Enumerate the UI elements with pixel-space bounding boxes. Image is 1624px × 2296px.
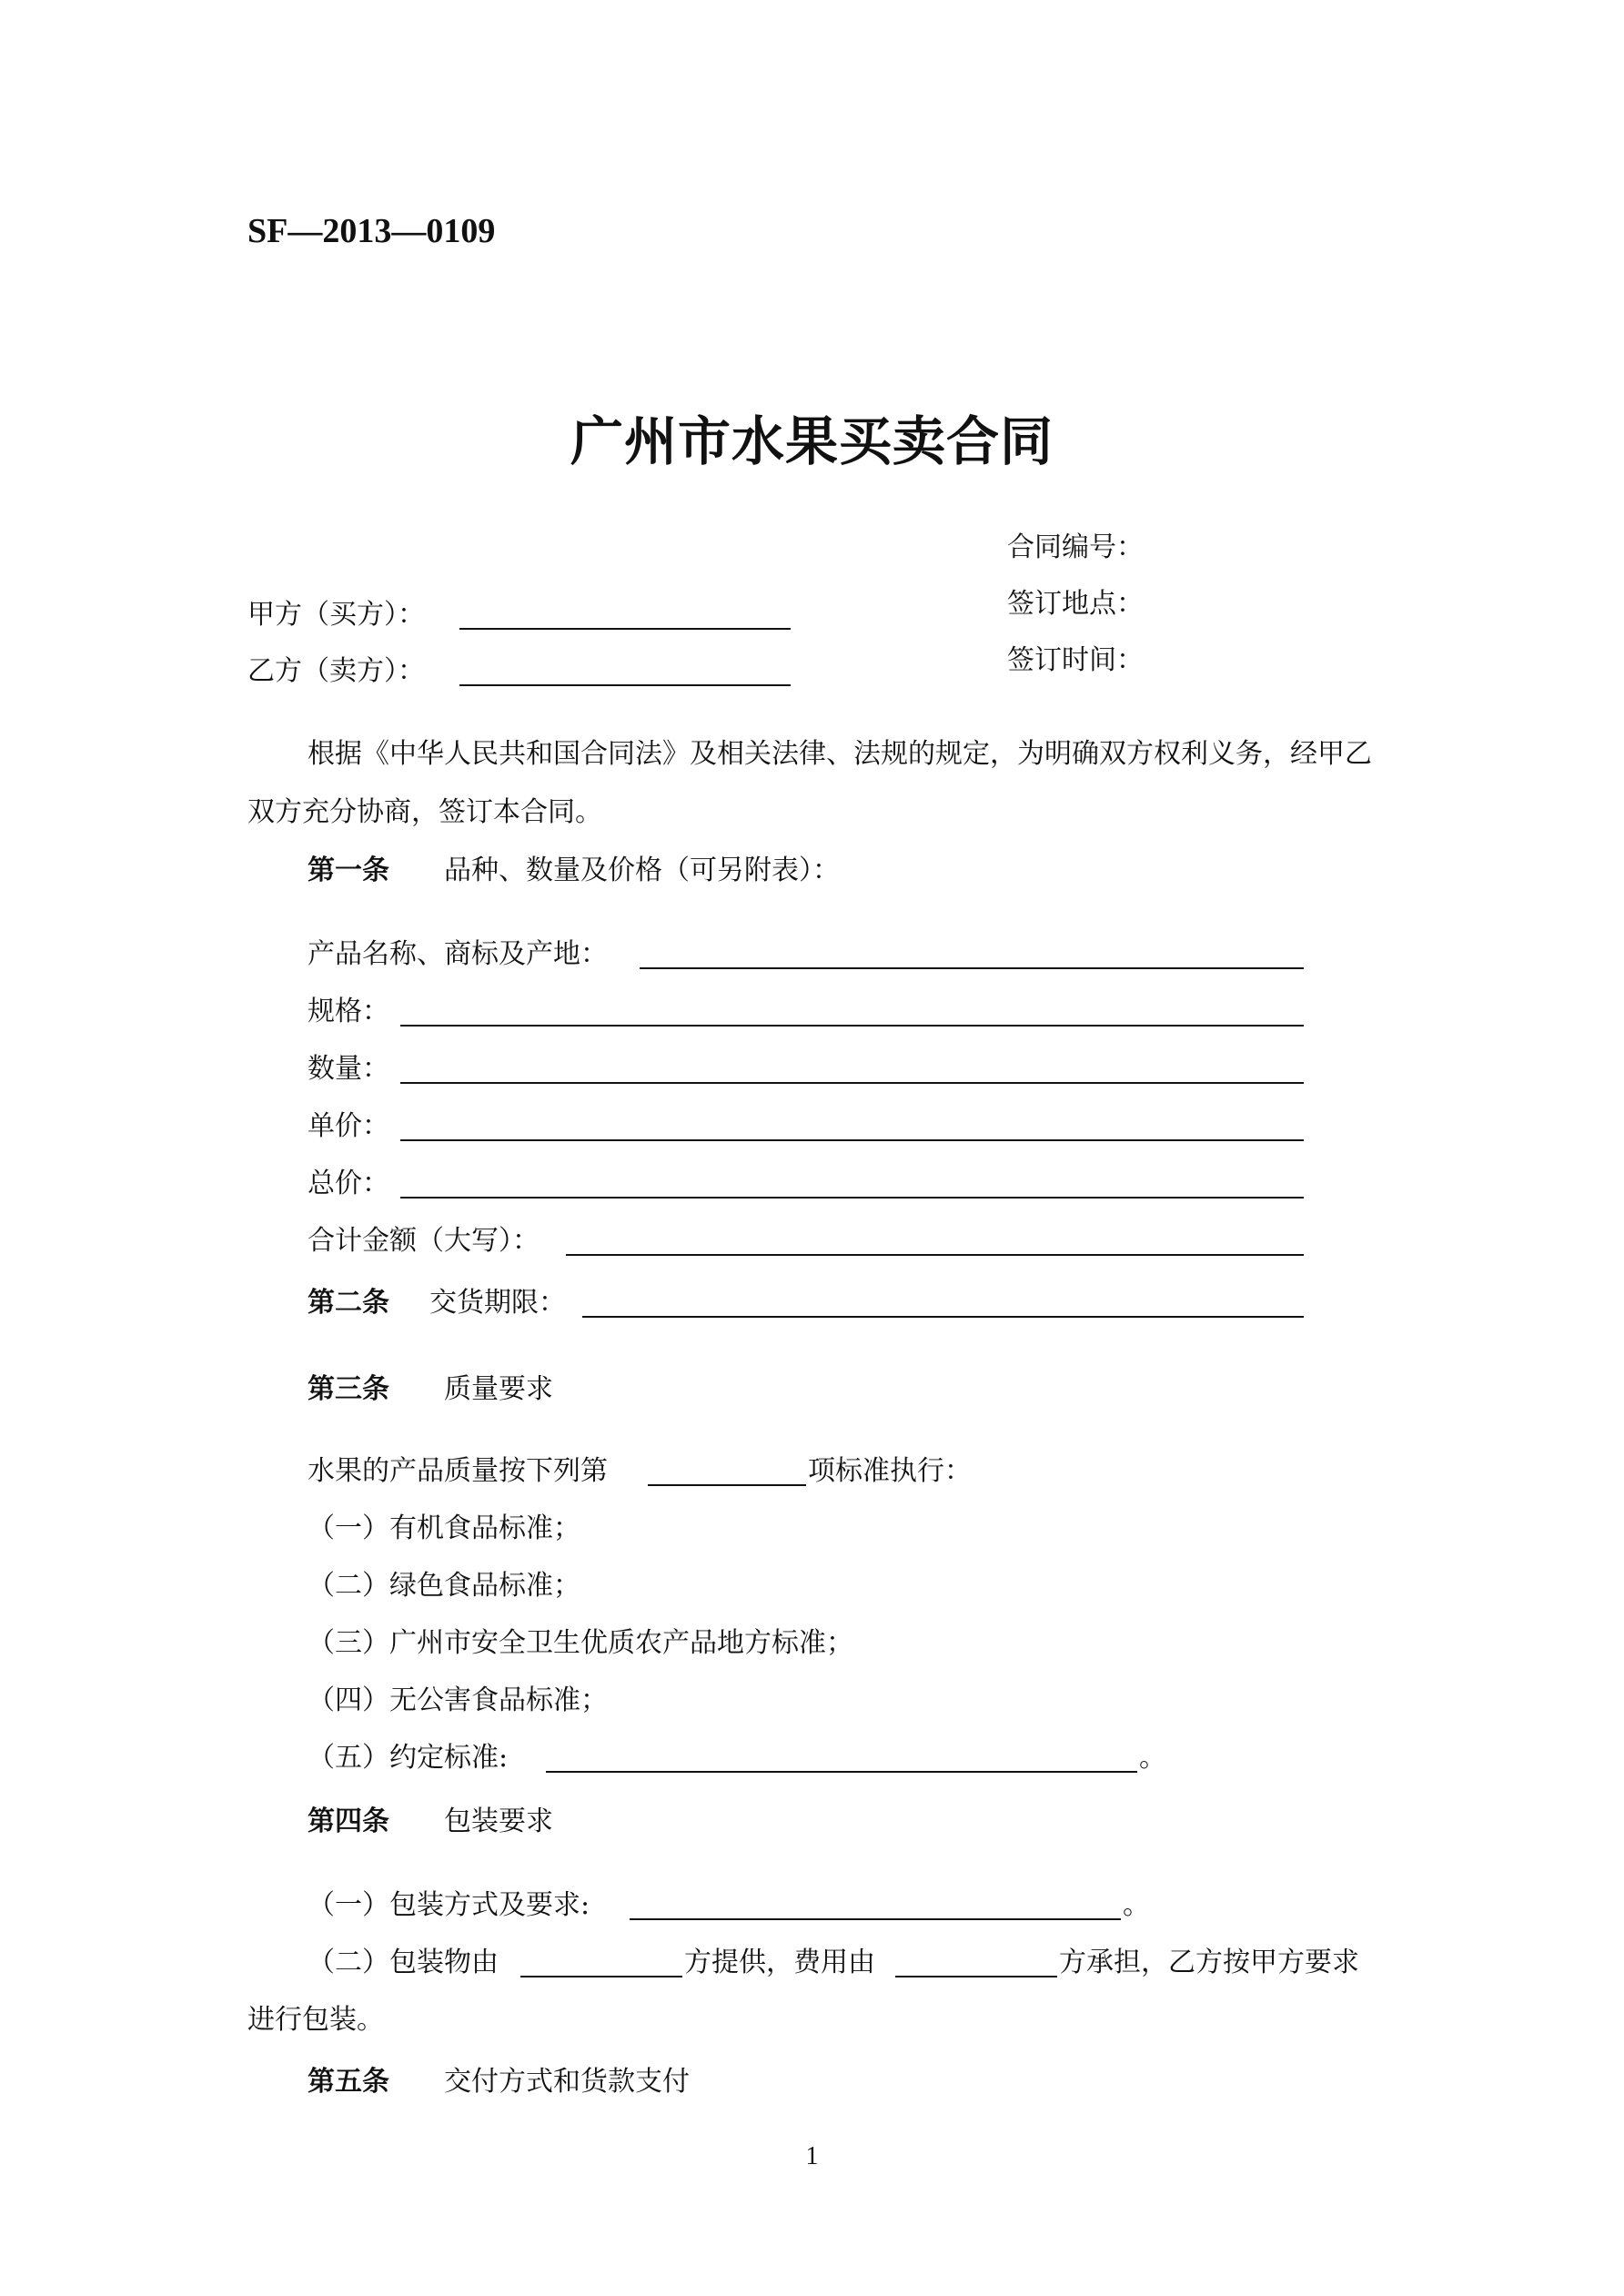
field-quantity-label: 数量： (308, 1053, 389, 1085)
article-4-number: 第四条 (308, 1805, 389, 1837)
packaging-provider-blank[interactable] (520, 1976, 682, 1977)
packaging-item-2-part-b: 方提供，费用由 (684, 1947, 875, 1978)
contract-title: 广州市水果买卖合同 (570, 410, 1054, 472)
packaging-method-blank[interactable] (630, 1918, 1121, 1920)
quality-item-3: （三）广州市安全卫生优质农产品地方标准； (308, 1627, 853, 1659)
article-3-heading: 质量要求 (444, 1373, 553, 1405)
article-4-heading: 包装要求 (444, 1805, 553, 1837)
article-5-number: 第五条 (308, 2066, 389, 2098)
quality-item-blank[interactable] (648, 1484, 806, 1486)
field-unit-price-blank[interactable] (400, 1139, 1304, 1141)
field-total-amount-blank[interactable] (566, 1254, 1304, 1256)
field-product-name-blank[interactable] (640, 967, 1304, 969)
packaging-item-2-part-d: 进行包装。 (247, 2004, 384, 2036)
party-a-blank[interactable] (459, 628, 791, 630)
quality-lead-text: 水果的产品质量按下列第 (308, 1455, 608, 1487)
party-b-blank[interactable] (459, 684, 791, 686)
field-quantity-blank[interactable] (400, 1082, 1304, 1084)
field-total-price-label: 总价： (308, 1168, 389, 1199)
delivery-deadline-blank[interactable] (582, 1316, 1304, 1318)
article-2-number: 第二条 (308, 1287, 389, 1319)
field-unit-price-label: 单价： (308, 1110, 389, 1142)
quality-lead-suffix: 项标准执行： (808, 1455, 972, 1487)
packaging-item-2-part-c: 方承担，乙方按甲方要求 (1059, 1947, 1359, 1978)
field-total-amount-label: 合计金额（大写）： (308, 1225, 540, 1257)
quality-item-4: （四）无公害食品标准； (308, 1684, 608, 1716)
party-b-label: 乙方（卖方）： (247, 655, 425, 687)
page-number: 1 (805, 2142, 819, 2170)
field-spec-blank[interactable] (400, 1025, 1304, 1027)
packaging-cost-blank[interactable] (895, 1976, 1057, 1977)
quality-item-5-end: 。 (1139, 1742, 1166, 1774)
quality-item-2: （二）绿色食品标准； (308, 1570, 580, 1602)
article-2-label: 交货期限： (429, 1287, 566, 1319)
party-a-label: 甲方（买方）： (247, 599, 425, 631)
field-product-name-label: 产品名称、商标及产地： (308, 938, 608, 970)
field-spec-label: 规格： (308, 996, 389, 1027)
contract-number-label: 合同编号： (1007, 531, 1144, 563)
sign-time-label: 签订时间： (1007, 644, 1144, 676)
packaging-item-2-part-a: （二）包装物由 (308, 1947, 499, 1978)
article-3-number: 第三条 (308, 1373, 389, 1405)
quality-item-1: （一）有机食品标准； (308, 1512, 580, 1544)
sign-place-label: 签订地点： (1007, 588, 1144, 620)
intro-paragraph: 根据《中华人民共和国合同法》及相关法律、法规的规定，为明确双方权利义务，经甲乙双方充分协商，签订本合同。 (247, 738, 1372, 828)
document-code: SF—2013—0109 (247, 212, 496, 250)
packaging-item-1: （一）包装方式及要求: (308, 1889, 590, 1921)
packaging-item-1-end: 。 (1123, 1889, 1150, 1921)
quality-item-5: （五）约定标准: (308, 1742, 509, 1774)
article-5-heading: 交付方式和货款支付 (444, 2066, 690, 2098)
article-1-heading: 品种、数量及价格（可另附表）： (444, 855, 840, 886)
field-total-price-blank[interactable] (400, 1197, 1304, 1199)
article-1-number: 第一条 (308, 855, 389, 886)
agreed-standard-blank[interactable] (546, 1771, 1137, 1773)
